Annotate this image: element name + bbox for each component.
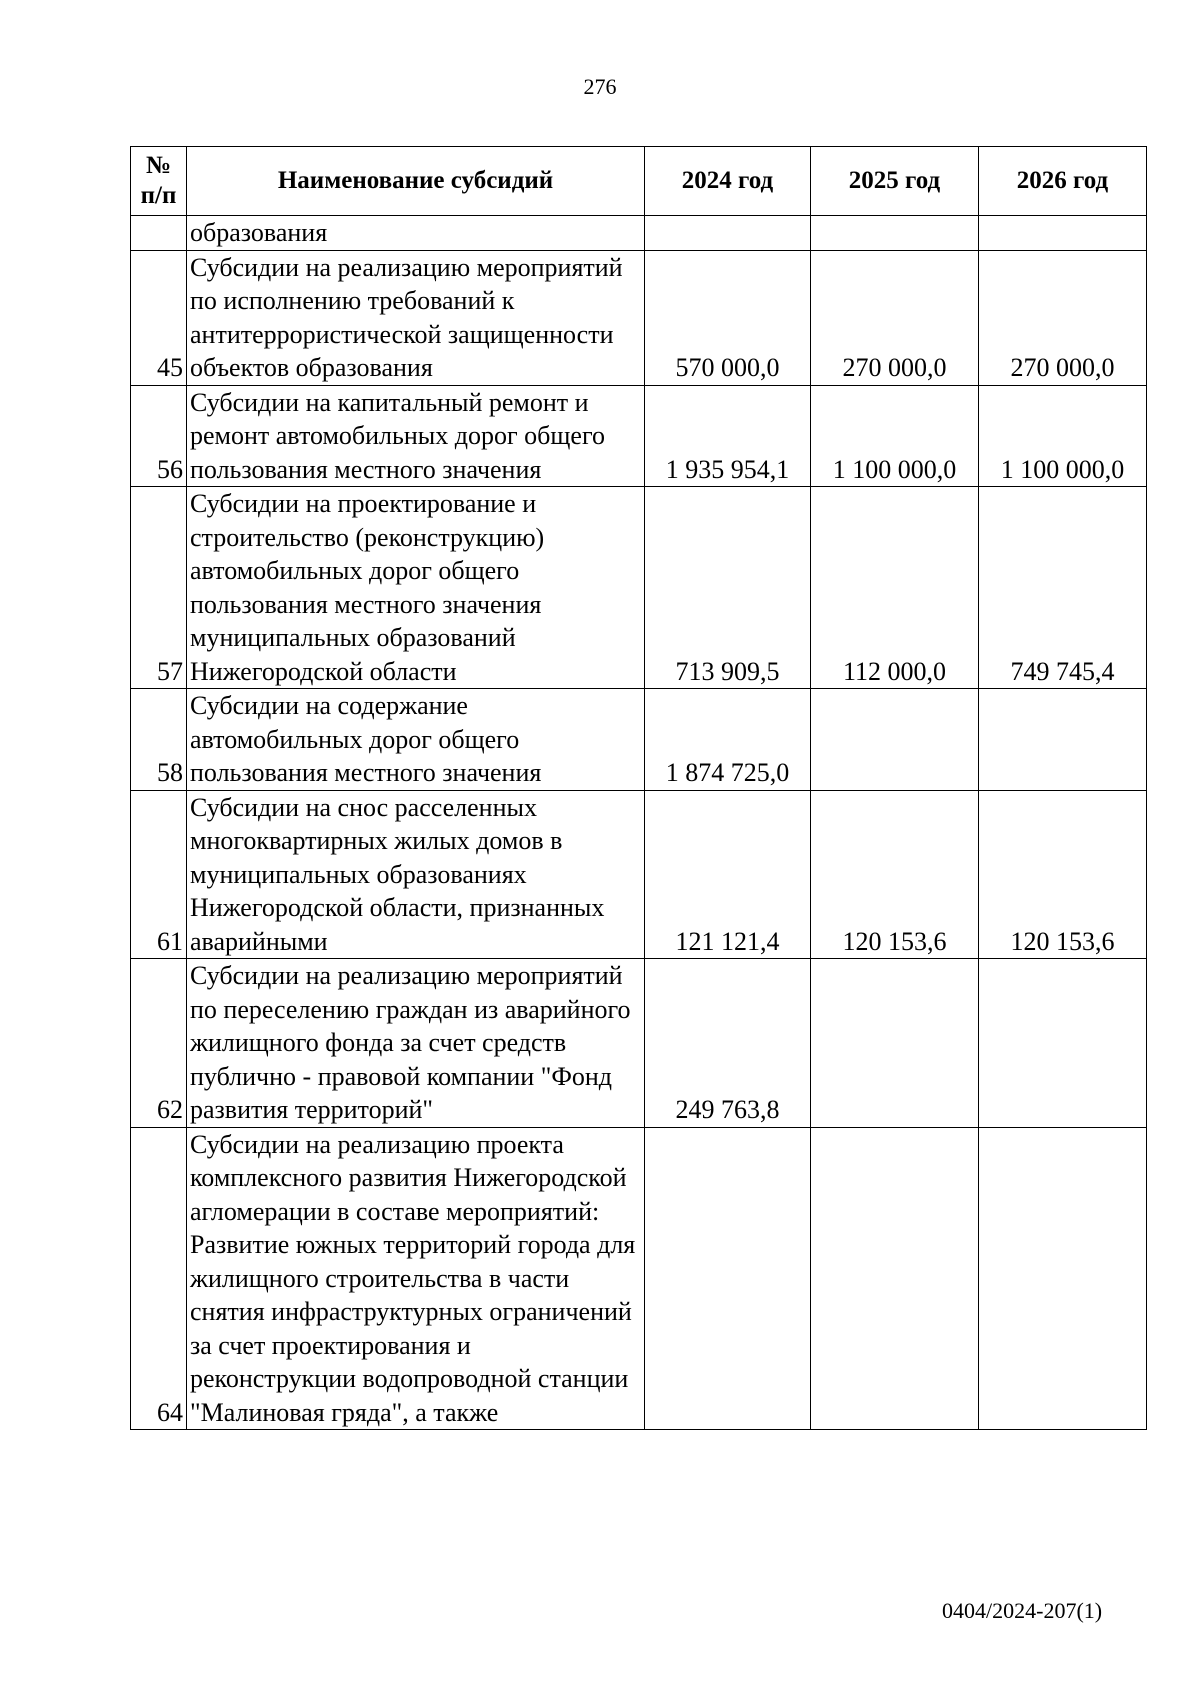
row-name: Субсидии на содержание автомобильных дорог общего пользования местного значения — [187, 689, 645, 791]
row-2025 — [811, 1127, 979, 1430]
row-2024: 1 935 954,1 — [645, 385, 811, 487]
row-2026 — [979, 959, 1147, 1128]
table-row — [131, 216, 1147, 251]
row-num: 56 — [131, 385, 187, 487]
row-name: образования — [187, 216, 645, 251]
table-row — [131, 959, 1147, 1128]
table-row — [131, 250, 1147, 385]
row-2026 — [979, 216, 1147, 251]
row-num: 61 — [131, 790, 187, 959]
table-row — [131, 790, 1147, 959]
row-2026: 270 000,0 — [979, 250, 1147, 385]
row-num: 62 — [131, 959, 187, 1128]
row-2024 — [645, 1127, 811, 1430]
row-2024: 570 000,0 — [645, 250, 811, 385]
table-header-row — [131, 147, 1147, 216]
row-2026 — [979, 1127, 1147, 1430]
row-2025 — [811, 959, 979, 1128]
row-2025: 112 000,0 — [811, 487, 979, 689]
row-name: Субсидии на реализацию мероприятий по исполнению требований к антитеррористической защищенности объектов образования — [187, 250, 645, 385]
row-num: 58 — [131, 689, 187, 791]
row-2024: 249 763,8 — [645, 959, 811, 1128]
row-2025 — [811, 216, 979, 251]
row-2026: 1 100 000,0 — [979, 385, 1147, 487]
table-row — [131, 689, 1147, 791]
header-2026: 2026 год — [979, 147, 1147, 216]
page-number: 276 — [583, 74, 617, 99]
row-name: Субсидии на проектирование и строительство (реконструкцию) автомобильных дорог общего пользования местного значения муниципальных образований Нижегородской области — [187, 487, 645, 689]
row-2026 — [979, 689, 1147, 791]
row-name: Субсидии на реализацию мероприятий по переселению граждан из аварийного жилищного фонда за счет средств публично - правовой компании "Фонд развития территорий" — [187, 959, 645, 1128]
row-name: Субсидии на реализацию проекта комплексного развития Нижегородской агломерации в составе мероприятий: Развитие южных территорий города для жилищного строительства в части снятия инфраструктурных ограничений за счет проектирования и реконструкции водопроводной станции "Малиновая гряда", а также — [187, 1127, 645, 1430]
row-name: Субсидии на капитальный ремонт и ремонт автомобильных дорог общего пользования местного значения — [187, 385, 645, 487]
header-name: Наименование субсидий — [187, 147, 645, 216]
row-num: 45 — [131, 250, 187, 385]
table-row — [131, 1127, 1147, 1430]
row-2025: 270 000,0 — [811, 250, 979, 385]
row-name: Субсидии на снос расселенных многоквартирных жилых домов в муниципальных образованиях Нижегородской области, признанных аварийными — [187, 790, 645, 959]
row-num: 57 — [131, 487, 187, 689]
row-2025 — [811, 689, 979, 791]
row-2024: 121 121,4 — [645, 790, 811, 959]
table-row — [131, 487, 1147, 689]
row-num — [131, 216, 187, 251]
table-row — [131, 385, 1147, 487]
row-num: 64 — [131, 1127, 187, 1430]
header-2025: 2025 год — [811, 147, 979, 216]
row-2024 — [645, 216, 811, 251]
header-2024: 2024 год — [645, 147, 811, 216]
row-2024: 713 909,5 — [645, 487, 811, 689]
header-num: № п/п — [131, 147, 187, 216]
row-2026: 120 153,6 — [979, 790, 1147, 959]
row-2025: 1 100 000,0 — [811, 385, 979, 487]
row-2026: 749 745,4 — [979, 487, 1147, 689]
subsidies-table — [130, 146, 1147, 1430]
document-code: 0404/2024-207(1) — [942, 1598, 1103, 1623]
row-2024: 1 874 725,0 — [645, 689, 811, 791]
row-2025: 120 153,6 — [811, 790, 979, 959]
